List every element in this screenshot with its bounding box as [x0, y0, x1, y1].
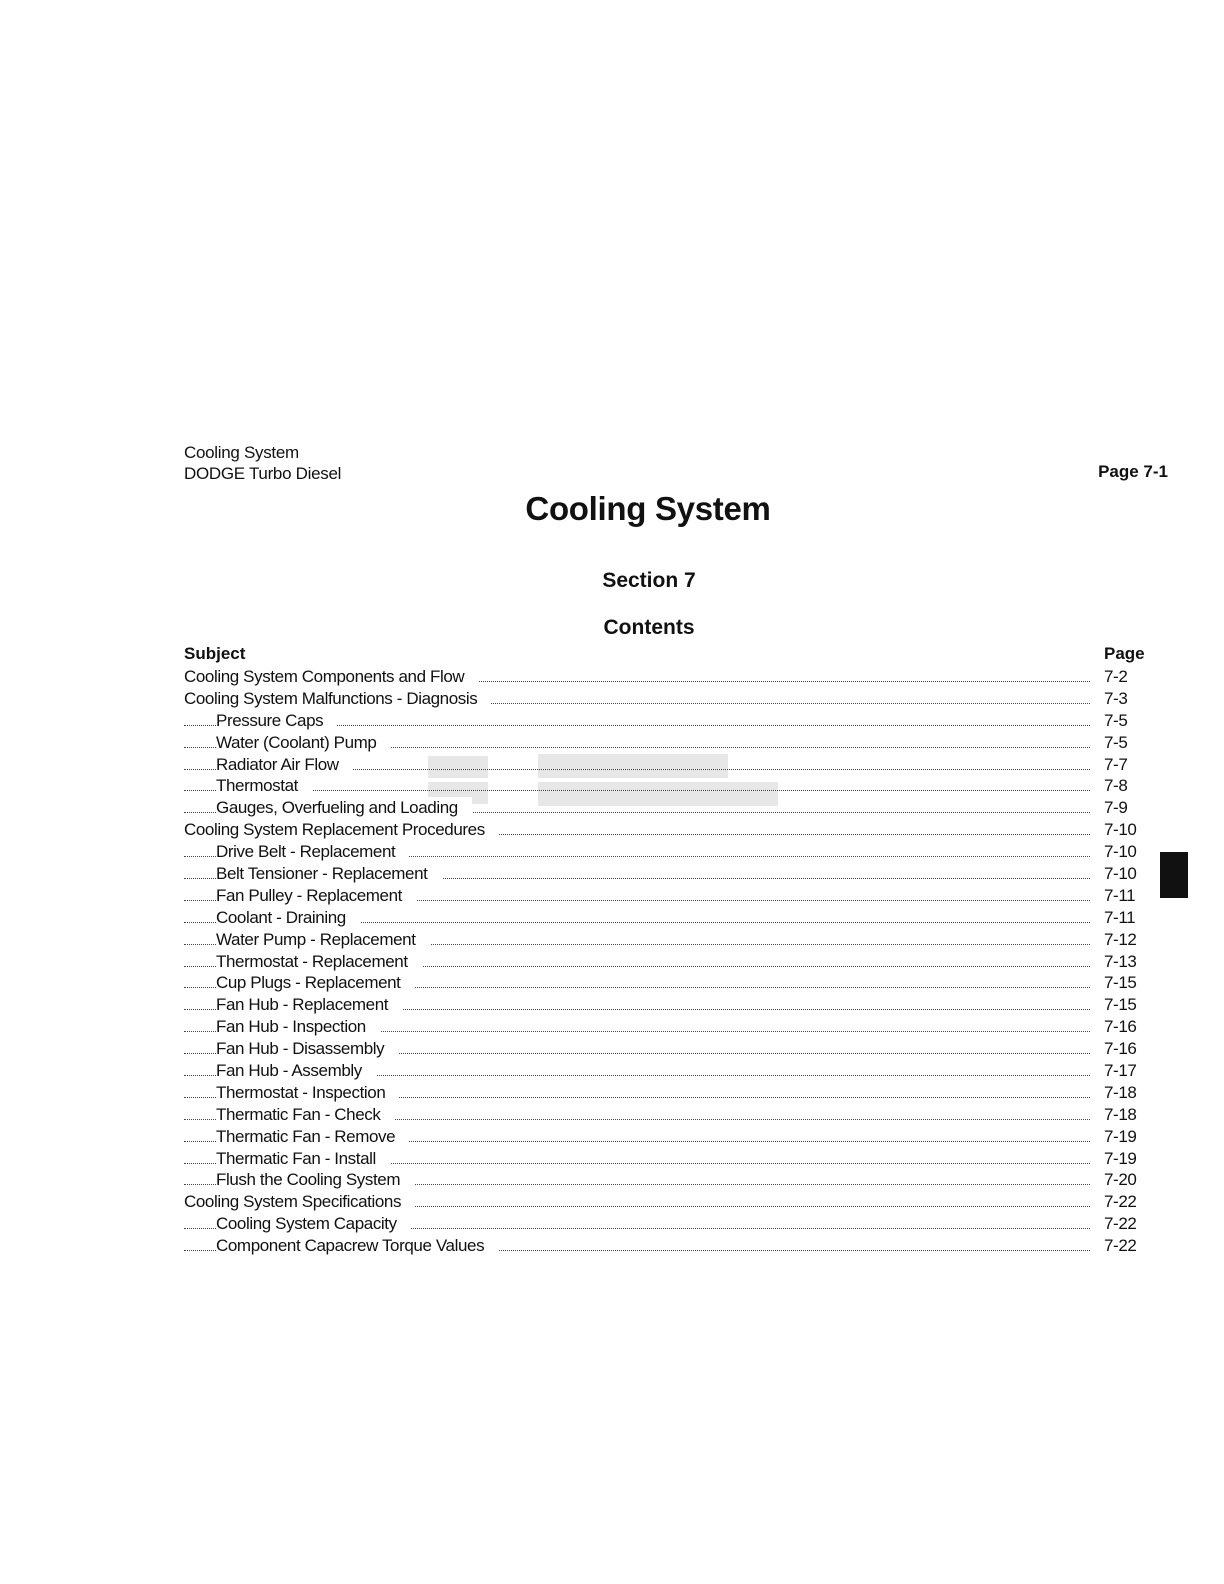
toc-entry-title: Thermostat	[216, 775, 312, 797]
toc-entry-page: 7-18	[1104, 1104, 1137, 1124]
toc-entry-title: Water (Coolant) Pump	[216, 732, 390, 754]
toc-entry-page: 7-22	[1104, 1192, 1137, 1212]
toc-entry-page: 7-10	[1104, 820, 1137, 840]
toc-entry	[184, 710, 1148, 732]
toc-entry-page: 7-15	[1104, 995, 1137, 1015]
toc-entry-page: 7-22	[1104, 1214, 1137, 1234]
toc-entry-title: Cup Plugs - Replacement	[216, 972, 415, 994]
toc-entry-page: 7-5	[1104, 732, 1128, 752]
toc-entry-title: Drive Belt - Replacement	[216, 841, 409, 863]
toc-entry-page: 7-8	[1104, 776, 1128, 796]
toc-entry-page: 7-22	[1104, 1236, 1137, 1256]
toc-entry-page: 7-5	[1104, 710, 1128, 730]
running-header	[184, 442, 341, 484]
section-title: Section 7	[602, 569, 696, 592]
toc-entry-page: 7-19	[1104, 1126, 1137, 1146]
toc-entry-title: Gauges, Overfueling and Loading	[216, 797, 472, 819]
toc-entry	[184, 1235, 1148, 1257]
toc-entry	[184, 1082, 1148, 1104]
toc-entry	[184, 1104, 1148, 1126]
toc-entry	[184, 929, 1148, 951]
toc-entry	[184, 819, 1148, 841]
toc-entry	[184, 1191, 1148, 1213]
toc-entry	[184, 1038, 1148, 1060]
toc-entry-page: 7-15	[1104, 973, 1137, 993]
toc-entry	[184, 1148, 1148, 1170]
toc-entry-title: Fan Pulley - Replacement	[216, 885, 416, 907]
toc-entry-title: Fan Hub - Disassembly	[216, 1038, 398, 1060]
toc-entry-title: Water Pump - Replacement	[216, 929, 430, 951]
toc-entry	[184, 972, 1148, 994]
toc-entry-title: Thermatic Fan - Check	[216, 1104, 394, 1126]
toc-entry-title: Thermatic Fan - Install	[216, 1148, 390, 1170]
toc-entry-title: Radiator Air Flow	[216, 754, 353, 776]
toc-entry-title: Cooling System Malfunctions - Diagnosis	[184, 688, 491, 710]
toc-entry-title: Component Capacrew Torque Values	[216, 1235, 498, 1257]
toc-entry-page: 7-20	[1104, 1170, 1137, 1190]
toc-entry	[184, 1169, 1148, 1191]
toc-entry-title: Fan Hub - Assembly	[216, 1060, 376, 1082]
toc-entry	[184, 1060, 1148, 1082]
toc-entry-page: 7-10	[1104, 842, 1137, 862]
toc-entry-page: 7-16	[1104, 1017, 1137, 1037]
toc-entry-page: 7-13	[1104, 951, 1137, 971]
toc-entry-title: Thermostat - Replacement	[216, 951, 422, 973]
toc-entry	[184, 732, 1148, 754]
toc-entry	[184, 863, 1148, 885]
toc-entry	[184, 885, 1148, 907]
toc-entry-title: Coolant - Draining	[216, 907, 360, 929]
toc-entry-page: 7-19	[1104, 1148, 1137, 1168]
toc-entry-page: 7-9	[1104, 798, 1128, 818]
toc-entry-page: 7-3	[1104, 688, 1128, 708]
toc-entry	[184, 907, 1148, 929]
page-title: Cooling System	[525, 490, 771, 527]
header-vehicle-name: DODGE Turbo Diesel	[184, 464, 342, 483]
toc-entry-page: 7-10	[1104, 864, 1137, 884]
toc-entry	[184, 994, 1148, 1016]
toc-entry-title: Cooling System Specifications	[184, 1191, 415, 1213]
toc-entry	[184, 1126, 1148, 1148]
toc-entry-title: Thermostat - Inspection	[216, 1082, 399, 1104]
toc-entry-title: Belt Tensioner - Replacement	[216, 863, 442, 885]
toc-entry	[184, 666, 1148, 688]
header-section-name: Cooling System	[184, 443, 299, 462]
page-column-header: Page	[1104, 644, 1145, 663]
toc-entry	[184, 841, 1148, 863]
toc-entry-page: 7-18	[1104, 1082, 1137, 1102]
toc-entry-title: Thermatic Fan - Remove	[216, 1126, 409, 1148]
toc-entry-title: Fan Hub - Inspection	[216, 1016, 380, 1038]
toc-entry-page: 7-2	[1104, 667, 1128, 686]
dot-leader	[184, 790, 1090, 791]
toc-entry	[184, 1016, 1148, 1038]
toc-entry	[184, 775, 1148, 797]
toc-entry-page: 7-7	[1104, 754, 1128, 774]
toc-entry-page: 7-16	[1104, 1039, 1137, 1059]
table-of-contents	[184, 666, 1148, 1257]
section-index-tab	[1160, 852, 1188, 898]
toc-entry-title: Cooling System Components and Flow	[184, 666, 478, 688]
toc-entry	[184, 688, 1148, 710]
toc-entry-page: 7-17	[1104, 1061, 1137, 1081]
toc-entry-title: Cooling System Replacement Procedures	[184, 819, 499, 841]
toc-entry-title: Pressure Caps	[216, 710, 337, 732]
page-number-label: Page 7-1	[1098, 462, 1168, 481]
toc-entry-title: Cooling System Capacity	[216, 1213, 411, 1235]
toc-entry-page: 7-12	[1104, 929, 1137, 949]
toc-entry-page: 7-11	[1104, 885, 1136, 905]
toc-entry-title: Fan Hub - Replacement	[216, 994, 402, 1016]
toc-entry	[184, 797, 1148, 819]
contents-heading: Contents	[603, 616, 695, 639]
toc-entry-page: 7-11	[1104, 907, 1136, 927]
toc-entry	[184, 754, 1148, 776]
toc-entry-title: Flush the Cooling System	[216, 1169, 414, 1191]
toc-entry	[184, 951, 1148, 973]
subject-column-header: Subject	[184, 644, 246, 663]
toc-entry	[184, 1213, 1148, 1235]
